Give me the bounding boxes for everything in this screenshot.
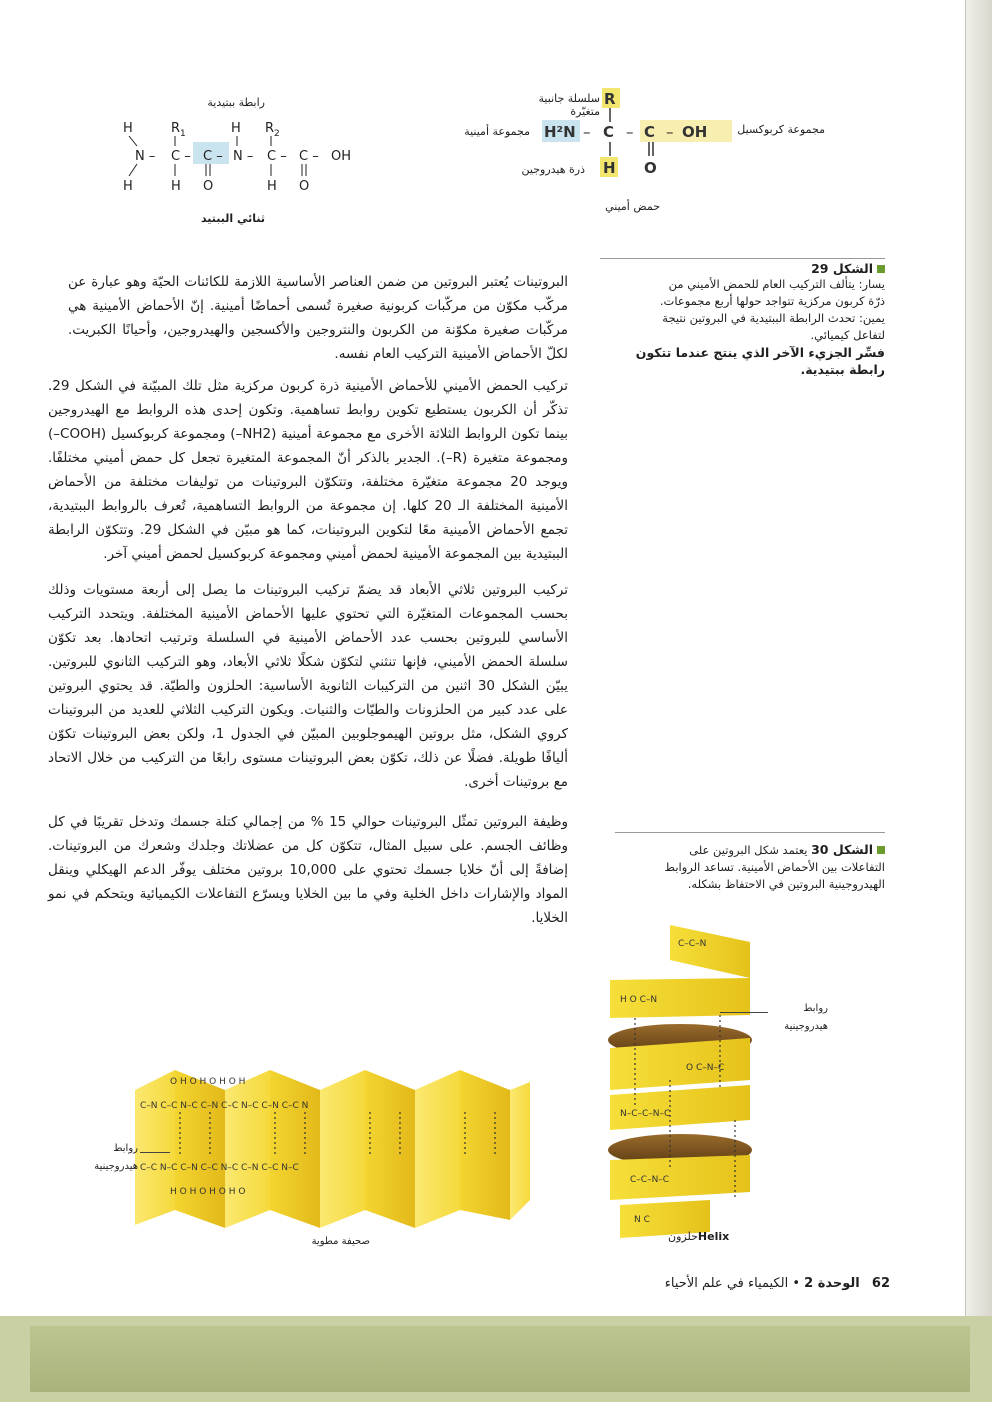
figure29-caption-line2: ذرّة كربون مركزية تتواجد حولها أربع مجموعات.	[659, 294, 885, 308]
paragraph-3d-structure: تركيب البروتين ثلاثي الأبعاد قد يضمّ تركيب البروتينات ما يصل إلى أربعة مستويات وذلك بحسب المجموعات المتغيّرة التي تحتوي عليها الأحماض الأمينية المختلفة. ويتحدد التركيب الأساسي للبروتين بحسب عدد الأحماض الأمينية في السلسلة وترتيب اتحادها. بعد تكوّن سلسلة الحمض الأميني، فإنها تنثني لتكوّن شكلًا ثلاثي الأبعاد، وهو التركيب الثانوي للبروتين. يبيّن الشكل 30 اثنين من التركيبات الثانوية الأساسية: الحلزون والطيّة. قد يحتوي البروتين على عدد كبير من الحلزونات والطيّات والثنيات. ويكون التركيب الثلاثي للعديد من البروتينات كروي الشكل، مثل بروتين الهيموجلوبين المبيّن في الجدول 1، ولكن بعض البروتينات تكوّن أليافًا طويلة. فضلًا عن ذلك، تكوّن بعض البروتينات مستوى رابعًا من التركيب من خلال الاتحاد مع بروتينات أخرى.	[48, 582, 568, 790]
svg-text:C: C	[603, 123, 615, 141]
svg-text:C–C–N: C–C–N	[678, 939, 707, 949]
svg-text:H: H	[171, 179, 181, 194]
paragraph-amino-acid-structure: تركيب الحمض الأميني للأحماض الأمينية ذرة كربون مركزية مثل تلك المبيّنة في الشكل 29. تذكّر أن الكربون يستطيع تكوين روابط تساهمية. وتكون إحدى هذه الروابط مع الهيدروجين بينما تكون الروابط الثلاثة الأخرى مع مجموعة أمينية (NH2–) ومجموعة كربوكسيل (COOH–) ومجموعة متغيرة (R–). الجدير بالذكر أنّ المجموعة المتغيرة تجعل كل حمض أميني مختلفًا. ويوجد 20 مجموعة متغيّرة مختلفة، وتتكوّن البروتينات من توليفات مختلفة من الأحماض الأمينية المختلفة الـ 20 كلها. إن مجموعة من الروابط التساهمية، تُعرف بالروابط الببتيدية، تجمع الأحماض الأمينية معًا لتكوين البروتينات، كما هو مبيّن في الشكل 29. وتتكوّن الرابطة الببتيدية بين المجموعة الأمينية لحمض أميني ومجموعة كربوكسيل لحمض أميني آخر.	[48, 378, 569, 562]
figure29-question-line1: فسِّر الجزيء الآخر الذي ينتج عندما تتكون	[635, 345, 885, 360]
footer-page-number: 62	[871, 1276, 890, 1291]
amino-group-label: مجموعة أمينية	[464, 125, 530, 138]
svg-text:O C–N–C: O C–N–C	[686, 1063, 725, 1073]
svg-text:C –: C –	[171, 149, 191, 164]
svg-text:O: O	[644, 159, 657, 177]
svg-text:–: –	[666, 123, 674, 141]
svg-text:C –: C –	[299, 149, 319, 164]
helix-label-en: Helix	[697, 1230, 730, 1243]
figure29-title: الشكل 29	[811, 261, 873, 276]
svg-text:–: –	[583, 123, 591, 141]
square-bullet-icon	[877, 265, 885, 273]
svg-text:C–C–N–C: C–C–N–C	[630, 1175, 670, 1185]
svg-text:C–C N–C C–N C–C N–C C–N: C–C N–C C–N C–C N–C C–N C–C N–C	[140, 1163, 299, 1173]
svg-text:OH: OH	[682, 123, 708, 141]
svg-text:C: C	[644, 123, 656, 141]
svg-text:N–C–C–N–C: N–C–C–N–C	[620, 1109, 671, 1119]
page-footer	[600, 1276, 890, 1291]
dipeptide-diagram	[115, 116, 375, 202]
svg-text:H: H	[123, 121, 133, 136]
dipeptide-structure	[115, 116, 375, 202]
sheet-hbond-pointer	[140, 1152, 170, 1153]
peptide-bond-label: رابطة ببتيدية	[207, 96, 265, 109]
square-bullet-icon	[877, 846, 885, 854]
page-edge	[965, 0, 992, 1402]
figure30-caption	[615, 832, 885, 893]
svg-text:R: R	[604, 90, 616, 108]
figure30-caption-line1: يعتمد شكل البروتين على	[689, 843, 808, 857]
svg-text:H: H	[603, 159, 616, 177]
carboxyl-label: مجموعة كربوكسيل	[737, 123, 825, 136]
paragraph-proteins: البروتينات يُعتبر البروتين من ضمن العناصر الأساسية اللازمة للكائنات الحيّة وهو عبارة عن مركّب مكوّن من مركّبات كربونية صغيرة تُسمى أحماضًا أمينية. إنّ الأحماض الأمينية هي مركّبات صغيرة مكوّنة من الكربون والنتروجين والأكسجين والهيدروجين، وأحيانًا الكبريت. لكلّ الأحماض الأمينية التركيب العام نفسه.	[68, 274, 568, 362]
figure29-question-line2: رابطة ببتيدية.	[800, 362, 885, 377]
amino-acid-diagram	[430, 80, 830, 220]
svg-text:N –: N –	[233, 149, 254, 164]
page-bottom-band	[0, 1316, 992, 1402]
svg-text:O: O	[299, 179, 310, 194]
pleated-sheet-drawing	[130, 1050, 535, 1230]
figure29-caption-line1: يسار: يتألف التركيب العام للحمض الأميني من	[668, 277, 885, 291]
svg-text:OH: OH	[331, 149, 352, 164]
footer-bullet: •	[792, 1276, 800, 1291]
figure30-caption-line3: الهيدروجينية البروتين في الاحتفاظ بشكله.	[687, 877, 885, 891]
figure29-caption	[600, 258, 885, 378]
figure30-title: الشكل 30	[811, 842, 873, 857]
svg-text:1: 1	[180, 129, 186, 139]
figure29-caption-line4: لتفاعل كيميائي.	[810, 328, 885, 342]
svg-text:H: H	[231, 121, 241, 136]
helix-drawing	[600, 920, 760, 1245]
svg-text:N C: N C	[634, 1215, 650, 1225]
alpha-helix-illustration	[600, 920, 760, 1245]
svg-text:R: R	[265, 121, 275, 136]
side-chain-label: سلسلة جانبية متغيّرة	[538, 92, 600, 118]
figure29-caption-line3: يمين: تحدث الرابطة الببتيدية في البروتين نتيجة	[662, 311, 885, 325]
pleated-sheet-label: صحيفة مطوية	[311, 1236, 370, 1247]
paragraph-protein-function: وظيفة البروتين تمثّل البروتينات حوالي 15 % من إجمالي كتلة جسمك وتدخل تقريبًا في كل وظائف الجسم. على سبيل المثال، تتكوّن كل من عضلاتك وجلدك وشعرك من البروتينات. إضافةً إلى أنّ خلايا جسمك تحتوي على 10,000 بروتين مختلف يوفّر الدعم الهيكلي وينقل المواد والإشارات داخل الخلية وفي ما بين الخلايا ويسرّع التفاعلات الكيميائية ويتحكم في نمو الخلايا.	[48, 814, 568, 926]
helix-hbond-pointer	[720, 1012, 768, 1013]
svg-text:O H O H O H: O H O H O H O H	[170, 1077, 246, 1087]
svg-text:C –: C –	[267, 149, 287, 164]
page-bottom-band-inner	[30, 1326, 970, 1392]
svg-text:H: H	[123, 179, 133, 194]
pleated-sheet-illustration	[130, 1050, 535, 1230]
svg-text:H O C–N: H O C–N	[620, 995, 658, 1005]
svg-text:N –: N –	[135, 149, 156, 164]
helix-label	[668, 1230, 729, 1243]
svg-text:2: 2	[274, 129, 280, 139]
dipeptide-name: ثنائي الببتيد	[200, 212, 265, 225]
footer-unit: الوحدة 2	[804, 1276, 860, 1291]
sheet-hbonds-label: روابط هيدروجينية	[94, 1143, 138, 1172]
svg-text:H: H	[267, 179, 277, 194]
helix-label-ar: حلزون	[668, 1230, 698, 1243]
helix-hbonds-label: روابط هيدروجينية	[784, 1003, 828, 1032]
footer-subject: الكيمياء في علم الأحياء	[664, 1276, 789, 1291]
svg-text:R: R	[171, 121, 181, 136]
amino-acid-name: حمض أميني	[605, 200, 660, 213]
svg-text:C–N C–C N–C C–N C–C N–C: C–N C–C N–C C–N C–C N–C C–N C–C N	[140, 1101, 309, 1111]
svg-text:O: O	[203, 179, 214, 194]
amino-acid-structure	[430, 80, 830, 220]
svg-text:C –: C –	[203, 149, 223, 164]
figure30-caption-line2: التفاعلات بين الأحماض الأمينية. تساعد الروابط	[664, 860, 885, 874]
hydrogen-label: ذرة هيدروجين	[521, 163, 585, 176]
svg-text:–: –	[626, 123, 634, 141]
svg-text:H²N: H²N	[544, 123, 576, 141]
svg-text:H O H O H O: H O H O H O H O	[170, 1187, 246, 1197]
